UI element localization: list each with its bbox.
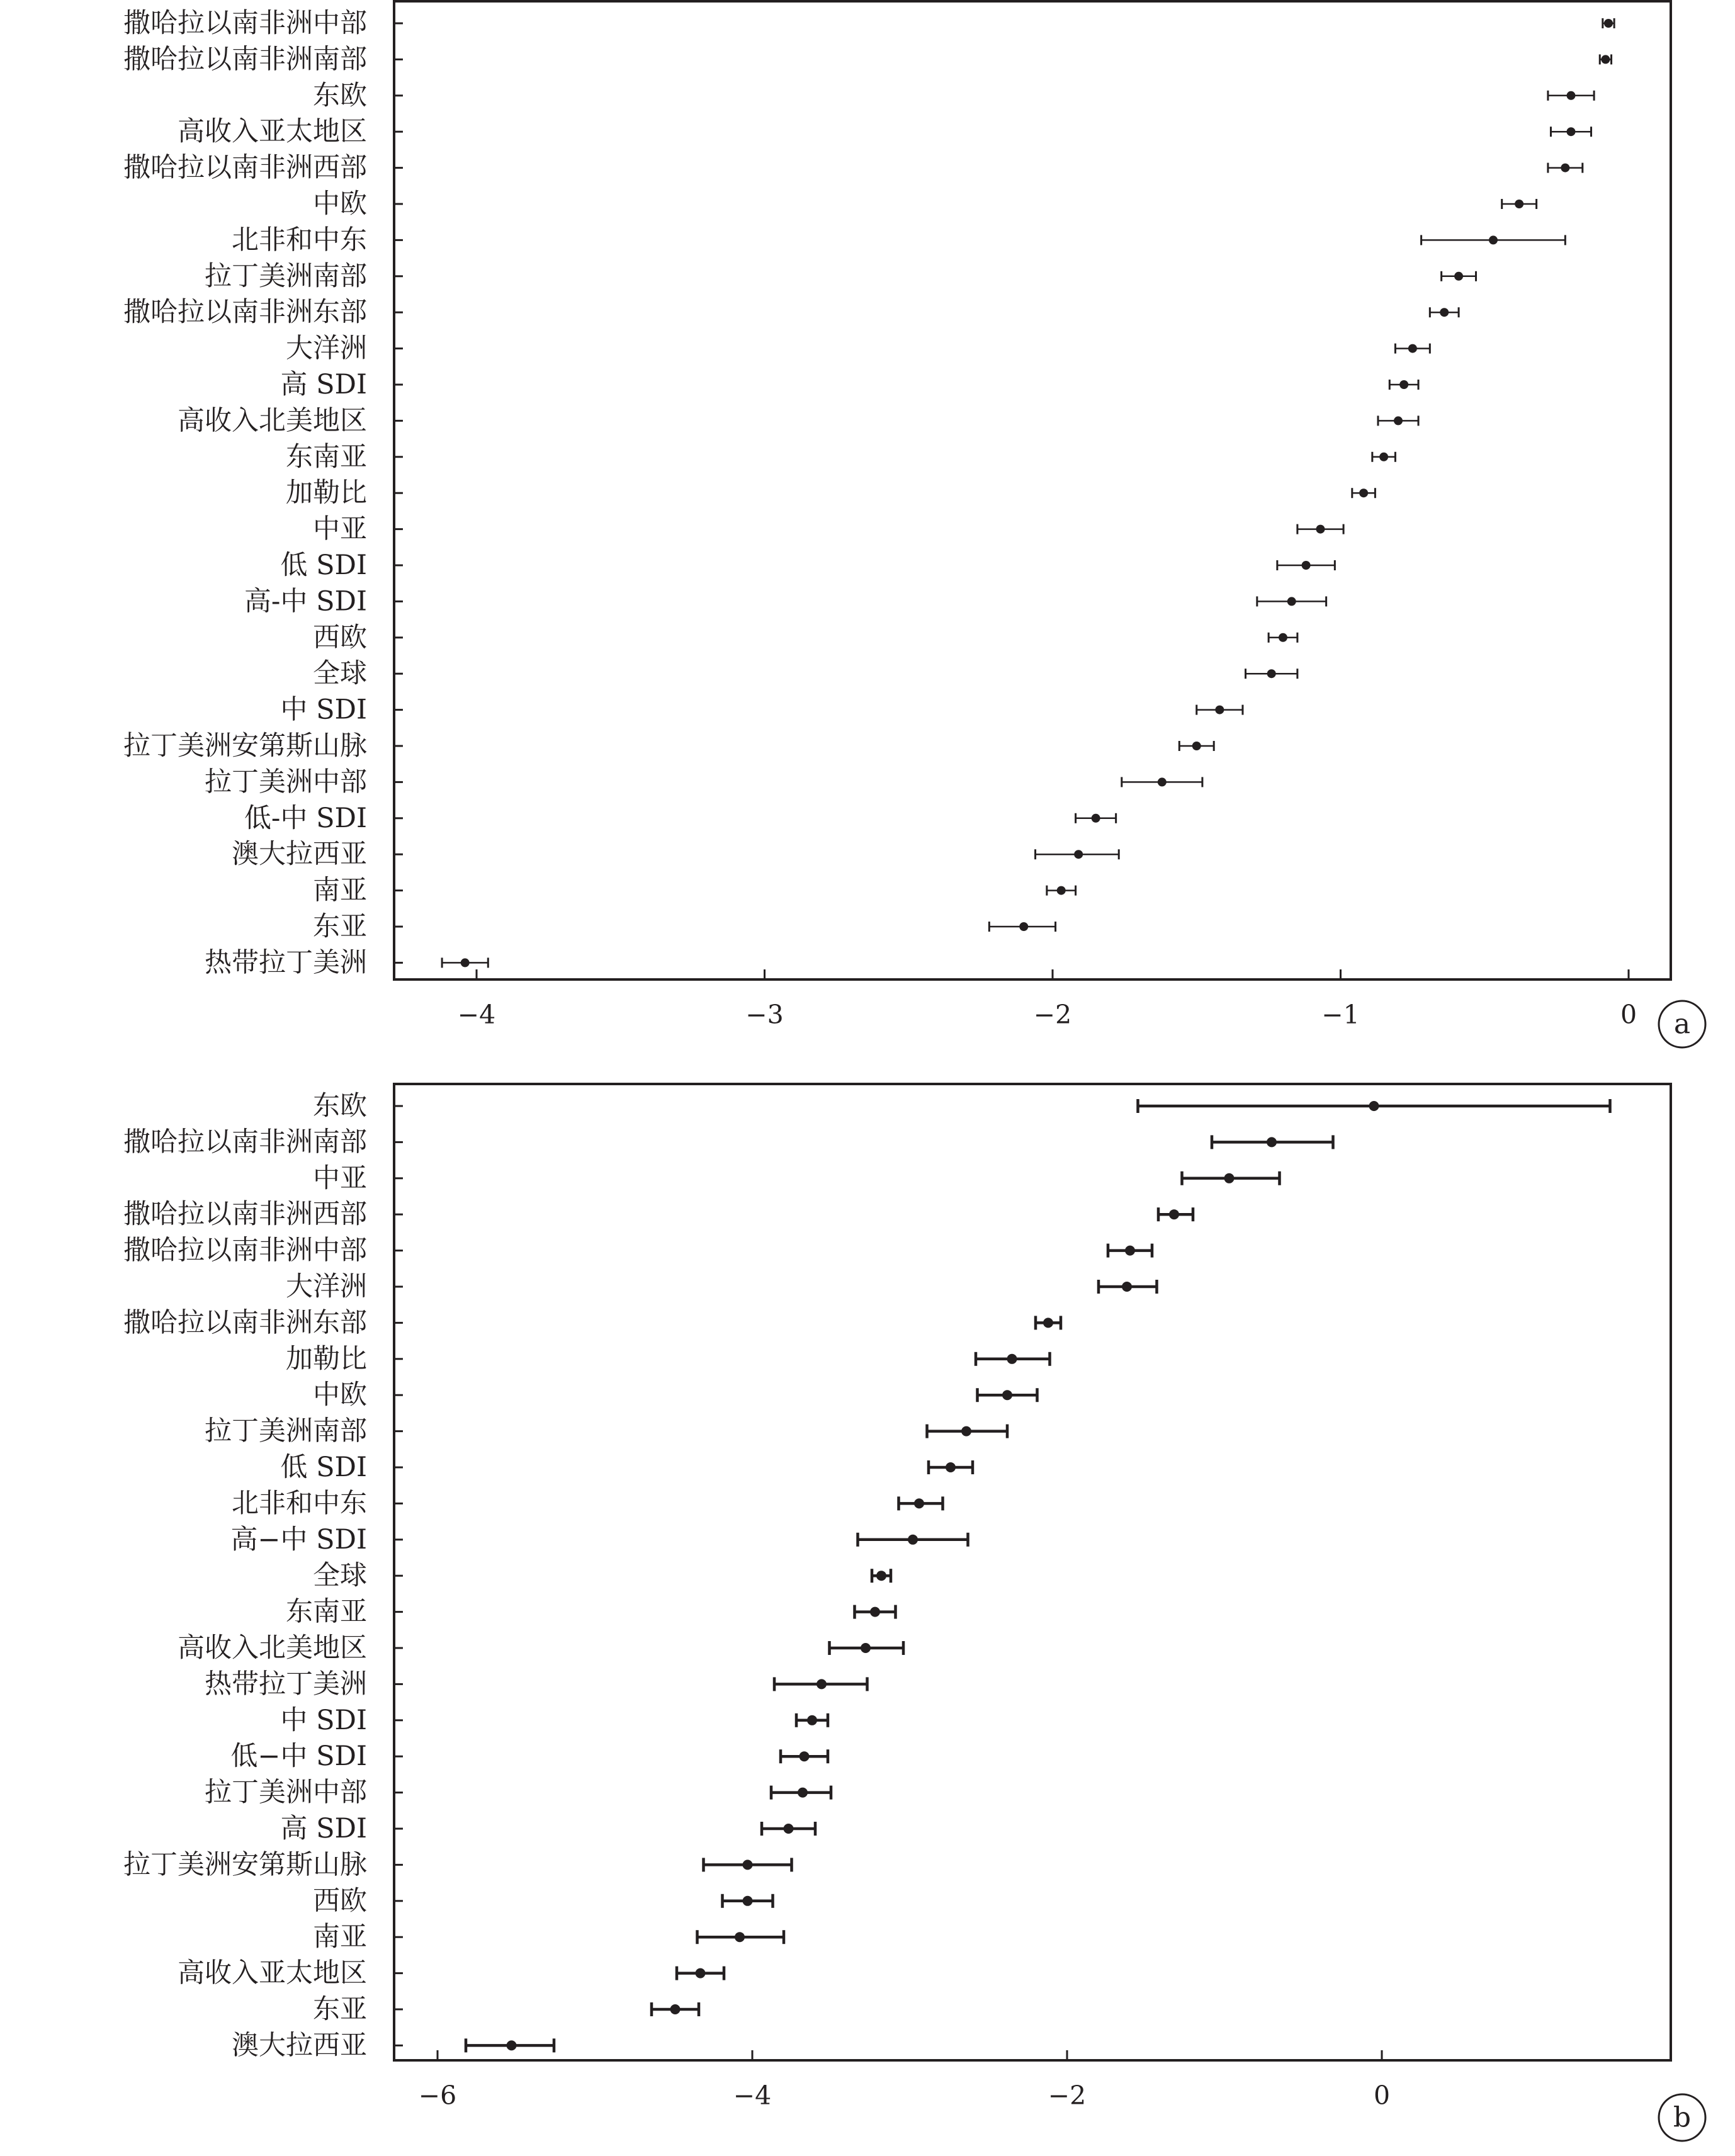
panel-a-row [313, 514, 1343, 545]
panel-b-category-label: 全球 [313, 1560, 367, 1592]
panel-a-category-label: 撒哈拉以南非洲东部 [123, 296, 367, 329]
panel-b-row [205, 1668, 868, 1700]
panel-b-row [230, 1741, 828, 1772]
panel-b-category-label: 低 SDI [280, 1452, 367, 1483]
panel-b-data-point [1267, 1137, 1277, 1147]
panel-b-category-label: 高 SDI [280, 1813, 367, 1844]
panel-a-data-point [1074, 850, 1083, 859]
panel-a-data-point [1515, 200, 1523, 208]
panel-a-data-point [1399, 380, 1408, 389]
panel-b-category-label: 撒哈拉以南非洲南部 [123, 1126, 367, 1158]
panel-b-data-point [798, 1788, 808, 1798]
panel-a-data-point [1158, 777, 1167, 786]
panel-a-data-point [1379, 453, 1388, 461]
panel-b-row [123, 1849, 792, 1880]
panel-b-row [313, 1994, 699, 2025]
panel-b-category-label: 高−中 SDI [230, 1523, 367, 1555]
panel-b-data-point [507, 2040, 517, 2050]
panel-b-category-label: 撒哈拉以南非洲西部 [123, 1199, 367, 1231]
panel-b-row [205, 1777, 831, 1809]
panel-b-row [230, 1524, 968, 1555]
panel-a-data-point [1440, 308, 1449, 317]
panel-a-data-point [1489, 235, 1498, 244]
panel-b-category-label: 低−中 SDI [230, 1741, 367, 1773]
panel-a-row [123, 152, 1583, 184]
panel-a-category-label: 拉丁美洲中部 [205, 766, 367, 798]
panel-a-row [178, 405, 1418, 436]
panel-b-category-label: 高收入亚太地区 [178, 1957, 367, 1989]
panel-b-row [123, 1307, 1061, 1338]
panel-a-category-label: 高收入北美地区 [178, 405, 367, 437]
panel-b-data-point [861, 1643, 871, 1653]
panel-a-row [286, 333, 1430, 364]
panel-a-row [178, 116, 1591, 147]
panel-a-x-tick-label: −2 [1033, 1000, 1072, 1030]
panel-b-data-point [807, 1715, 817, 1725]
panel-a-row [313, 80, 1594, 111]
panel-b-row [123, 1235, 1152, 1267]
panel-b-category-label: 东欧 [313, 1090, 367, 1122]
panel-b-data-point [1369, 1101, 1379, 1111]
panel-a-category-label: 高收入亚太地区 [178, 116, 367, 148]
panel-b-row [123, 1199, 1193, 1230]
panel-a-category-label: 撒哈拉以南非洲中部 [123, 8, 367, 39]
panel-a-row [313, 875, 1076, 906]
panel-b-data-point [1224, 1173, 1235, 1183]
panel-a-data-point [1561, 164, 1569, 172]
panel-a-x-tick-label: −1 [1321, 1000, 1360, 1030]
panel-a-row [313, 658, 1297, 689]
panel-a-data-point [1019, 922, 1028, 931]
panel-a-row [313, 622, 1297, 653]
panel-b-data-point [800, 1751, 810, 1761]
panel-a-row [232, 224, 1565, 256]
panel-a-category-label: 高-中 SDI [244, 585, 367, 618]
panel-a-row [123, 8, 1614, 39]
panel-b-category-label: 拉丁美洲安第斯山脉 [123, 1849, 367, 1881]
panel-a-row [232, 838, 1119, 870]
panel-b-row [286, 1343, 1050, 1375]
panel-b-data-point [743, 1896, 753, 1906]
panel-a-data-point [1302, 561, 1311, 570]
panel-b-row [205, 1416, 1007, 1447]
panel-a-row [205, 947, 488, 978]
panel-a-label: a [1673, 1008, 1691, 1041]
panel-b-category-label: 中亚 [313, 1162, 367, 1194]
panel-a-category-label: 低 SDI [280, 550, 367, 581]
panel-b-x-tick-label: 0 [1373, 2080, 1391, 2111]
panel-a-data-point [1279, 633, 1287, 642]
panel-b-row [313, 1921, 784, 1953]
panel-b-category-label: 中欧 [313, 1379, 367, 1411]
panel-b-data-point [908, 1535, 918, 1545]
panel-a-row [280, 694, 1243, 726]
panel-b-category-label: 东南亚 [286, 1596, 367, 1628]
panel-a-category-label: 热带拉丁美洲 [205, 947, 367, 979]
panel-a-category-label: 低-中 SDI [244, 802, 367, 834]
panel-b-category-label: 撒哈拉以南非洲中部 [123, 1234, 367, 1267]
panel-b-x-tick-label: −4 [733, 2080, 772, 2111]
panel-a-data-point [1215, 706, 1224, 714]
panel-b-category-label: 拉丁美洲南部 [205, 1415, 367, 1447]
panel-b-category-label: 拉丁美洲中部 [205, 1776, 367, 1809]
panel-b-category-label: 大洋洲 [286, 1271, 367, 1302]
panel-b-row [280, 1705, 828, 1736]
panel-a-row [280, 550, 1335, 581]
panel-a-row [286, 477, 1375, 509]
panel-a-category-label: 西欧 [313, 621, 367, 653]
panel-b-category-label: 澳大拉西亚 [232, 2029, 367, 2062]
panel-a-row [244, 585, 1326, 617]
panel-a-row [313, 911, 1056, 942]
panel-a-row [286, 441, 1395, 473]
panel-a-category-label: 东南亚 [286, 441, 367, 473]
panel-a-category-label: 撒哈拉以南非洲南部 [123, 43, 367, 76]
panel-a-row [313, 188, 1537, 220]
panel-b-data-point [876, 1571, 886, 1581]
panel-b-row [280, 1813, 815, 1844]
panel-b-row [286, 1271, 1157, 1302]
panel-a-category-label: 北非和中东 [232, 224, 367, 256]
panel-a-data-point [1567, 127, 1576, 136]
panel-a-row [123, 730, 1214, 762]
panel-a-row [123, 296, 1459, 328]
panel-a-data-point [1601, 55, 1610, 64]
panel-b-label: b [1673, 2101, 1692, 2134]
panel-a-category-label: 大洋洲 [286, 332, 367, 364]
panel-a-category-label: 撒哈拉以南非洲西部 [123, 152, 367, 184]
panel-a-data-point [1567, 91, 1576, 100]
panel-b-x-tick-label: −2 [1048, 2080, 1087, 2111]
panel-b-row [313, 1379, 1037, 1411]
panel-b-row [280, 1452, 973, 1483]
panel-b-category-label: 中 SDI [280, 1704, 367, 1736]
panel-a-data-point [461, 958, 470, 967]
panel-b-data-point [1122, 1282, 1132, 1292]
panel-b-data-point [1002, 1390, 1012, 1400]
panel-b-data-point [1125, 1246, 1135, 1256]
panel-a-data-point [1267, 669, 1276, 678]
panel-a-category-label: 东亚 [313, 911, 367, 942]
panel-a-data-point [1057, 886, 1066, 895]
panel-a-x-tick-label: 0 [1620, 1000, 1637, 1030]
panel-a-data-point [1316, 525, 1325, 534]
panel-b-data-point [914, 1498, 924, 1508]
panel-b-data-point [735, 1932, 745, 1942]
panel-b-data-point [946, 1462, 956, 1472]
panel-a-category-label: 澳大拉西亚 [232, 838, 367, 871]
panel-b-data-point [696, 1968, 706, 1978]
panel-a-data-point [1287, 597, 1296, 606]
panel-a-row [123, 43, 1612, 75]
panel-b-row [178, 1632, 903, 1664]
panel-b-data-point [870, 1607, 880, 1617]
panel-a-category-label: 拉丁美洲安第斯山脉 [123, 730, 367, 762]
panel-b-x-tick-label: −6 [418, 2080, 457, 2111]
panel-b-data-point [1043, 1318, 1053, 1328]
panel-b-chart [123, 1084, 1705, 2141]
panel-b-data-point [784, 1824, 794, 1834]
panel-a-category-label: 中 SDI [280, 694, 367, 726]
panel-b-row [313, 1885, 773, 1917]
panel-b-category-label: 高收入北美地区 [178, 1632, 367, 1664]
panel-a-category-label: 高 SDI [280, 369, 367, 400]
panel-b-data-point [1169, 1209, 1179, 1219]
panel-b-category-label: 热带拉丁美洲 [205, 1668, 367, 1700]
panel-a-x-tick-label: −3 [745, 1000, 784, 1030]
panel-a-category-label: 拉丁美洲南部 [205, 260, 367, 292]
panel-a-data-point [1192, 742, 1201, 750]
panel-b-row [286, 1596, 896, 1628]
panel-a-row [244, 803, 1116, 834]
panel-a-category-label: 全球 [313, 658, 367, 690]
panel-a-category-label: 加勒比 [286, 477, 367, 509]
panel-b-data-point [1007, 1354, 1017, 1364]
panel-a-data-point [1408, 344, 1417, 353]
panel-b-category-label: 撒哈拉以南非洲东部 [123, 1307, 367, 1339]
panel-a-row [205, 766, 1202, 798]
panel-a-data-point [1454, 272, 1463, 281]
panel-a-category-label: 中亚 [313, 513, 367, 545]
panel-b-row [313, 1560, 891, 1591]
panel-b-row [313, 1163, 1280, 1194]
panel-a-data-point [1092, 814, 1100, 823]
panel-b-row [178, 1958, 724, 1989]
panel-b-data-point [743, 1860, 753, 1870]
panel-a-chart [123, 1, 1705, 1047]
panel-a-row [280, 369, 1418, 400]
panel-a-category-label: 南亚 [313, 874, 367, 906]
panel-b-category-label: 北非和中东 [232, 1487, 367, 1520]
panel-a-category-label: 东欧 [313, 79, 367, 111]
panel-a-data-point [1359, 488, 1368, 497]
panel-a-data-point [1604, 19, 1613, 28]
panel-b-plot-frame [394, 1084, 1671, 2060]
panel-b-category-label: 东亚 [313, 1994, 367, 2025]
panel-b-row [313, 1090, 1610, 1122]
panel-a-category-label: 中欧 [313, 188, 367, 220]
panel-b-row [232, 1487, 943, 1519]
panel-a-x-tick-label: −4 [457, 1000, 496, 1030]
panel-a-plot-frame [394, 1, 1671, 979]
panel-b-row [123, 1126, 1333, 1158]
panel-b-category-label: 西欧 [313, 1885, 367, 1917]
panel-b-data-point [961, 1426, 971, 1436]
panel-a-data-point [1394, 416, 1403, 425]
panel-b-data-point [817, 1679, 827, 1689]
panel-b-category-label: 加勒比 [286, 1343, 367, 1375]
panel-b-data-point [670, 2004, 681, 2014]
panel-b-category-label: 南亚 [313, 1921, 367, 1953]
